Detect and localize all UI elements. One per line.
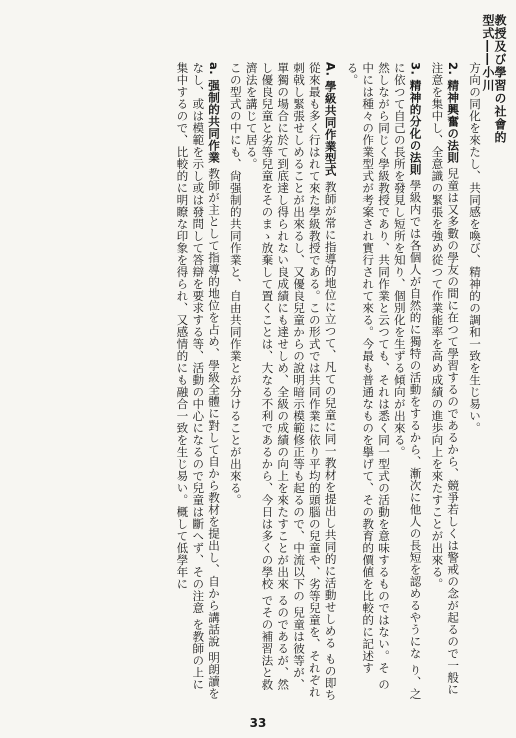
paragraph: この型式の中にも、尙强制的共同作業と、自由共同作業とが分けることが出來る。 xyxy=(228,62,243,506)
running-head: 教授及び學習の社會的型式――小川 xyxy=(481,14,507,144)
section-text: 學級内では各個人が自然的に獨特の活動をするから、漸次に他人の長短を認めるやうにな り、之に依つて自己の長所を發見し短所を知り、個別化を生ずる傾向が出來る。 xyxy=(392,62,423,700)
section-a xyxy=(174,62,227,702)
section-text: 教師が主として指導的地位を占め、學級全體に對して自から教材を提出し、自から講話說 明朗讀をなし、或は模範を示し或は發問して答辯を要求する等、活動の中心になるので兒童は斷へず、その注意 を教師の上に集中するので、比較的に明瞭な印象を得られ、又感情的にも融合一致を生じ易い。概して低學年に xyxy=(175,62,222,700)
paragraph: 然しながら同じく學級教授であり、共同作業と云つても、それは悉く同一型式の活動を意味するものではない。そ の中には種々の作業型式が考案され實行されて來る。今最も普通なものを擧げて、その教育的價値を比較的に記述す る。 xyxy=(345,62,392,691)
section-title: 精神興奮の法則 xyxy=(446,79,461,164)
section-3 xyxy=(391,62,429,702)
page-number: 33 xyxy=(249,716,267,730)
section-text: 兒童は又多數の學友の間に在つて學習するのであるから、競爭若しくは警戒の念が起るので一般に注意を集中し、全意識の緊張を強め從つて作業能率を高め成績の進歩向上を來たすことが出來る。 xyxy=(430,62,461,696)
section-title: 强制的共同作業 xyxy=(207,79,222,164)
section-number: a. xyxy=(207,62,222,76)
section-2 xyxy=(429,62,467,702)
body-text xyxy=(6,62,482,702)
section-title: 精神的分化の法則 xyxy=(408,79,423,176)
paragraph-continuation: 方向の同化を來たし、共同感を喚び、精神的の調和一致を生じ易い。 xyxy=(468,62,482,434)
section-number: A. xyxy=(323,62,338,77)
section-number: 2. xyxy=(446,62,461,76)
section-text: 教師が常に指導的地位に立つて、凡ての兒童に同一教材を提出し共同的に活動せしめる もの即ち從來最も多く行はれて來た學級教授である。この形式では共同作業に依り平均的頭腦の兒童や、劣等兒童を、それぞれ刺戟し緊張せしめることが出來るし、又優良兒童からの說明暗示模範修正等も起るので、中流以下の 兒童は彼等が、單獨の場合に於て到底達し得られない良成績にも達せしめ、全級の成績の向上を來たすことが出來 るのであるが、然し優良兒童と劣等兒童をそのまゝ放棄して置くことは、大なる不利であるから、今日は多くの學校 でその補習法と救濟法を講じて居る。 xyxy=(244,62,338,701)
section-A xyxy=(243,62,344,702)
section-title: 學級共同作業型式 xyxy=(323,80,338,177)
section-number: 3. xyxy=(408,62,423,76)
